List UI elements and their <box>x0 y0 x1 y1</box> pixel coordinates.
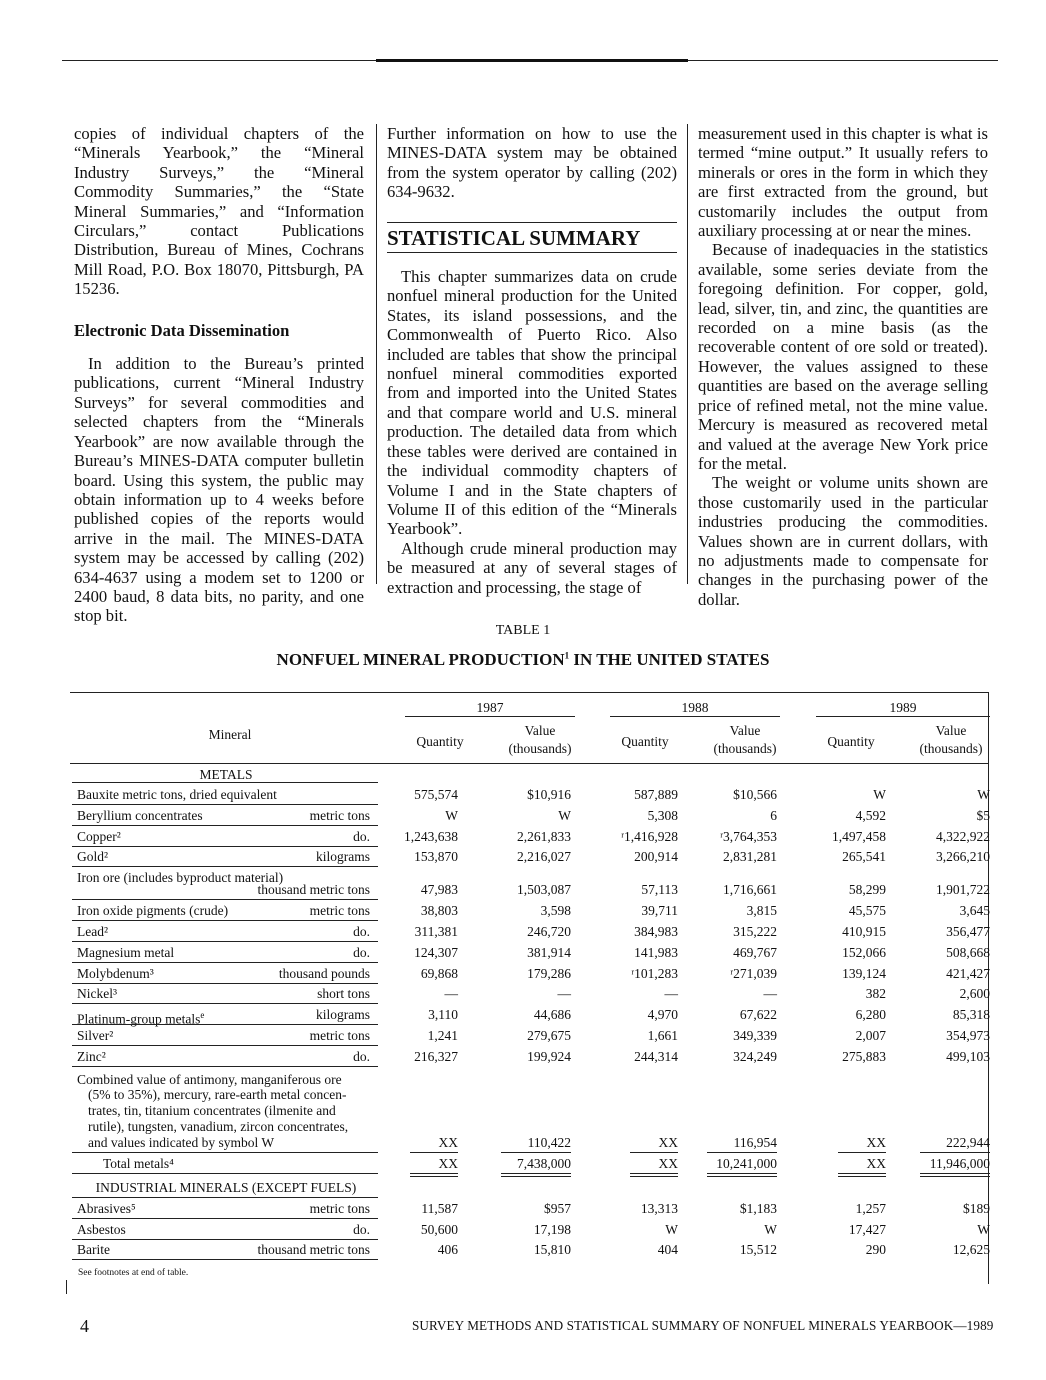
section-rule <box>72 1197 378 1198</box>
value-cell: W <box>977 787 990 802</box>
year-header: 1989 <box>889 700 917 715</box>
value-cell: 3,645 <box>959 903 990 919</box>
value-cell: 4,322,922 <box>936 828 990 844</box>
value-cell: 246,720 <box>527 924 571 939</box>
value-cell: 58,299 <box>848 882 886 898</box>
row-label: Iron oxide pigments (crude) <box>77 903 229 919</box>
value-cell: 85,318 <box>952 1007 990 1023</box>
row-label: Barite <box>77 1242 110 1258</box>
value-cell: 1,503,087 <box>517 882 571 898</box>
row-unit: do. <box>353 944 370 960</box>
double-rule <box>920 1173 990 1174</box>
value-cell: 179,286 <box>527 965 571 981</box>
value-cell: — <box>444 986 458 1002</box>
value-cell: $10,566 <box>733 787 777 802</box>
mineral-header: Mineral <box>208 727 252 742</box>
value-header: Value <box>524 723 556 738</box>
value-cell: 499,103 <box>946 1048 990 1064</box>
total-cell: XX <box>438 1155 458 1171</box>
value-header: Value <box>935 723 967 738</box>
value-cell: 290 <box>865 1242 886 1258</box>
row-rule <box>72 962 378 963</box>
row-unit: do. <box>353 1221 370 1237</box>
value-cell: 1,661 <box>647 1028 678 1043</box>
row-rule <box>72 1259 378 1260</box>
value-cell: 47,983 <box>420 882 458 898</box>
row-rule <box>72 1045 378 1046</box>
value-cell: 575,574 <box>414 787 458 802</box>
year-rule <box>405 716 575 717</box>
year-rule <box>610 716 780 717</box>
double-rule <box>501 1176 571 1177</box>
value-cell: W <box>558 807 571 823</box>
value-cell: 244,314 <box>634 1048 678 1064</box>
total-cell: XX <box>658 1155 678 1171</box>
row-unit: do. <box>353 924 370 939</box>
value-cell: 152,066 <box>842 944 886 960</box>
value-cell: 222,944 <box>946 1134 990 1150</box>
row-unit: metric tons <box>309 1028 370 1043</box>
value-cell: 45,575 <box>848 903 886 919</box>
value-cell: 39,711 <box>641 903 678 919</box>
paragraph: This chapter summarizes data on crude nonfuel mineral production for the United States, its island possessions, and the Commonwealth of Puerto Rico. Also included are tables that show the principal nonfuel mineral commodities exported from and imported into the United States and that compare world and U.S. mineral production. The detailed data from which these tables were derived are contained in the individual commodity chapters of Volume I and in the State chapters of Volume II of this edition of the “Minerals Yearbook”. <box>387 267 677 539</box>
row-rule <box>72 920 378 921</box>
section-metals: METALS <box>199 767 253 782</box>
double-rule <box>707 1173 777 1174</box>
value-cell: W <box>873 787 886 802</box>
page-mark <box>66 1280 67 1294</box>
sum-rule <box>630 1152 678 1153</box>
table-footnote: See footnotes at end of table. <box>78 1268 189 1278</box>
double-rule <box>410 1173 458 1174</box>
value-cell: W <box>764 1221 777 1237</box>
row-rule <box>72 1173 378 1174</box>
page-number: 4 <box>80 1316 89 1336</box>
value-cell: 141,983 <box>634 944 678 960</box>
paragraph: copies of individual chapters of the “Minerals Yearbook,” the “Mineral Industry Surveys,” the “Mineral Commodity Summaries,” the “State Mineral Summaries,” and “Information Circulars,” contact Publications Distribution, Bureau of Mines, Cochrans Mill Road, P.O. Box 18070, Pittsburgh, PA 15236. <box>74 124 364 299</box>
year-rule <box>816 716 990 717</box>
row-rule <box>72 804 378 805</box>
value-cell: W <box>665 1221 678 1237</box>
paragraph: The weight or volume units shown are those customarily used in the particular industries producing the commodities. Values shown are in current dollars, with no adjustments made to compensate for changes in the purchasing power of the dollar. <box>698 473 988 609</box>
value-cell: 6 <box>770 807 777 823</box>
row-label: Zinc² <box>77 1048 106 1064</box>
row-label: Platinum-group metals$^e$ <box>77 1010 205 1027</box>
value-header-sub: (thousands) <box>919 741 983 756</box>
value-cell: 38,803 <box>420 903 458 919</box>
text-column-2 <box>387 124 677 597</box>
value-cell: ʳ271,039 <box>730 965 777 981</box>
sum-rule <box>410 1152 458 1153</box>
row-label: Molybdenum³ <box>77 965 154 981</box>
value-cell: $5 <box>976 807 990 823</box>
sum-rule <box>501 1152 571 1153</box>
value-cell: — <box>664 986 678 1002</box>
value-cell: 6,280 <box>855 1007 886 1023</box>
value-cell: 216,327 <box>414 1048 458 1064</box>
value-cell: 349,339 <box>733 1028 777 1043</box>
total-label: Total metals⁴ <box>103 1155 174 1171</box>
row-rule <box>72 1218 378 1219</box>
value-cell: 200,914 <box>634 849 678 865</box>
value-cell: 199,924 <box>527 1048 571 1064</box>
double-rule <box>630 1173 678 1174</box>
value-cell: 3,598 <box>540 903 571 919</box>
value-cell: 2,216,027 <box>517 849 571 865</box>
value-cell: ʳ101,283 <box>631 965 678 981</box>
value-cell: 153,870 <box>414 849 458 865</box>
sum-rule <box>920 1152 990 1153</box>
value-cell: 139,124 <box>842 965 886 981</box>
value-cell: $189 <box>963 1200 990 1216</box>
row-unit: kilograms <box>316 1007 370 1023</box>
text-column-3 <box>698 124 988 609</box>
paragraph: Further information on how to use the MINES-DATA system may be obtained from the system operator by calling (202) 634-9632. <box>387 124 677 202</box>
value-cell: 587,889 <box>634 787 678 802</box>
value-cell: $957 <box>544 1200 571 1216</box>
row-rule <box>72 825 378 826</box>
double-rule <box>920 1176 990 1177</box>
value-cell: 1,901,722 <box>936 882 990 898</box>
value-cell: $1,183 <box>739 1200 777 1216</box>
value-cell: 2,007 <box>855 1028 886 1043</box>
section-heading: STATISTICAL SUMMARY <box>387 222 677 253</box>
row-unit: do. <box>353 1048 370 1064</box>
value-cell: 5,308 <box>647 807 678 823</box>
value-cell: 1,243,638 <box>404 828 458 844</box>
year-header: 1988 <box>681 700 709 715</box>
double-rule <box>410 1176 458 1177</box>
section-rule <box>72 782 378 783</box>
table-title: NONFUEL MINERAL PRODUCTION$^1$ IN THE UNITED STATES <box>276 650 770 669</box>
value-cell: 279,675 <box>527 1028 571 1043</box>
combined-label-line: and values indicated by symbol W <box>88 1134 275 1150</box>
row-label: Asbestos <box>77 1221 126 1237</box>
double-rule <box>838 1173 886 1174</box>
value-cell: 17,427 <box>848 1221 886 1237</box>
value-cell: 116,954 <box>733 1134 777 1150</box>
row-label: Magnesium metal <box>77 944 175 960</box>
value-cell: 44,686 <box>533 1007 571 1023</box>
value-cell: 15,810 <box>533 1242 571 1258</box>
row-rule <box>72 846 378 847</box>
table-top-rule <box>70 692 988 693</box>
row-unit: metric tons <box>309 1200 370 1216</box>
quantity-header: Quantity <box>621 734 669 749</box>
double-rule <box>707 1176 777 1177</box>
value-cell: 265,541 <box>842 849 886 865</box>
row-unit: thousand metric tons <box>257 882 370 898</box>
running-footer: SURVEY METHODS AND STATISTICAL SUMMARY OF NONFUEL MINERALS YEARBOOK—1989 <box>412 1318 994 1333</box>
row-rule <box>72 1152 378 1153</box>
value-cell: 4,970 <box>647 1007 678 1023</box>
value-cell: 275,883 <box>842 1048 886 1064</box>
value-cell: 110,422 <box>527 1134 571 1150</box>
value-cell: 354,973 <box>946 1028 990 1043</box>
double-rule <box>501 1173 571 1174</box>
section-heading: Electronic Data Dissemination <box>74 320 290 340</box>
row-rule <box>72 941 378 942</box>
value-cell: 315,222 <box>733 924 777 939</box>
value-cell: 2,261,833 <box>517 828 571 844</box>
row-rule <box>72 866 378 867</box>
value-header-sub: (thousands) <box>508 741 572 756</box>
paragraph: Although crude mineral production may be measured at any of several stages of extraction and processing, the stage of <box>387 538 677 597</box>
value-cell: W <box>977 1221 990 1237</box>
double-rule <box>630 1176 678 1177</box>
column-divider <box>376 124 377 584</box>
row-label: Iron ore (includes byproduct material) <box>77 870 284 886</box>
value-cell: 508,668 <box>946 944 990 960</box>
value-cell: 17,198 <box>533 1221 571 1237</box>
paragraph: Because of inadequacies in the statistics available, some series deviate from the foregoing definition. For copper, gold, lead, silver, tin, and zinc, the quantities are recorded on a mine basis (as the recoverable content of ore sold or treated). However, the values assigned to these quantities are based on the average selling price of refined metal, not the mine value. Mercury is measured as recovered metal and valued at the average New York price for the metal. <box>698 240 988 473</box>
value-cell: 1,497,458 <box>832 828 886 844</box>
value-cell: 1,257 <box>855 1200 886 1216</box>
value-cell: 3,815 <box>746 903 777 919</box>
value-cell: 2,831,281 <box>723 849 777 865</box>
value-cell: — <box>557 986 571 1002</box>
column-divider <box>687 124 688 584</box>
row-rule <box>72 983 378 984</box>
row-label: Lead² <box>77 924 109 939</box>
table-number: TABLE 1 <box>495 623 551 638</box>
row-unit: kilograms <box>316 849 370 865</box>
value-cell: ʳ1,416,928 <box>621 828 678 844</box>
value-cell: 67,622 <box>739 1007 777 1023</box>
total-cell: 7,438,000 <box>517 1155 571 1171</box>
paragraph: measurement used in this chapter is what is termed “mine output.” It usually refers to minerals or ores in the form in which they are first extracted from the ground, but customarily includes the output from auxiliary processing at or near the mines. <box>698 124 988 241</box>
combined-label-line: Combined value of antimony, manganiferous ore <box>77 1071 342 1087</box>
value-cell: $10,916 <box>527 787 571 802</box>
value-cell: XX <box>438 1134 458 1150</box>
row-label: Beryllium concentrates <box>77 807 203 823</box>
value-cell: 410,915 <box>842 924 886 939</box>
value-cell: 13,313 <box>640 1200 678 1216</box>
row-label: Bauxite metric tons, dried equivalent <box>77 787 277 802</box>
row-rule <box>72 1003 378 1004</box>
value-cell: 404 <box>657 1242 678 1258</box>
value-cell: 421,427 <box>946 965 990 981</box>
value-cell: 382 <box>865 986 886 1002</box>
value-cell: 69,868 <box>420 965 458 981</box>
value-cell: W <box>445 807 458 823</box>
value-cell: 3,110 <box>428 1007 458 1023</box>
paragraph: In addition to the Bureau’s printed publications, current “Mineral Industry Surveys” for several commodities and selected chapters from the “Minerals Yearbook” are now available through the Bureau’s MINES-DATA computer bulletin board. Using this system, the public may obtain information up to 4 weeks before published copies of the reports would arrive in the mail. The MINES-DATA system may be accessed by calling (202) 634-4637 using a modem set to 1200 or 2400 baud, 8 data bits, no parity, and one stop bit. <box>74 354 364 626</box>
value-cell: — <box>763 986 777 1002</box>
sum-rule <box>838 1152 886 1153</box>
row-rule <box>72 1024 378 1025</box>
quantity-header: Quantity <box>827 734 875 749</box>
row-unit: do. <box>353 828 370 844</box>
value-cell: ʳ3,764,353 <box>720 828 777 844</box>
top-rule-accent <box>376 59 688 62</box>
value-cell: 324,249 <box>733 1048 777 1064</box>
combined-label-line: trates, tin, titanium concentrates (ilmenite and <box>88 1103 336 1119</box>
row-unit: thousand metric tons <box>257 1242 370 1258</box>
value-cell: 57,113 <box>641 882 678 898</box>
value-cell: 3,266,210 <box>936 849 990 865</box>
value-cell: 12,625 <box>952 1242 990 1258</box>
row-unit: metric tons <box>309 807 370 823</box>
sum-rule <box>707 1152 777 1153</box>
year-header: 1987 <box>476 700 504 715</box>
value-cell: 15,512 <box>739 1242 777 1258</box>
row-label: Copper² <box>77 828 121 844</box>
value-cell: 406 <box>437 1242 458 1258</box>
row-label: Abrasives⁵ <box>77 1200 136 1216</box>
value-cell: 50,600 <box>420 1221 458 1237</box>
value-cell: 124,307 <box>414 944 458 960</box>
row-unit: metric tons <box>309 903 370 919</box>
row-label: Gold² <box>77 849 109 865</box>
value-cell: 2,600 <box>959 986 990 1002</box>
total-cell: 11,946,000 <box>929 1155 990 1171</box>
value-cell: 311,381 <box>414 924 458 939</box>
row-label: Nickel³ <box>77 986 118 1002</box>
combined-label-line: rutile), tungsten, vanadium, zircon concentrates, <box>88 1119 349 1134</box>
value-cell: 11,587 <box>421 1200 458 1216</box>
total-cell: XX <box>866 1155 886 1171</box>
combined-label-line: (5% to 35%), mercury, rare-earth metal concen- <box>88 1087 347 1103</box>
text-column-1 <box>74 124 364 626</box>
value-cell: 4,592 <box>855 807 886 823</box>
total-cell: 10,241,000 <box>716 1155 777 1171</box>
value-cell: 469,767 <box>733 944 777 960</box>
row-unit: thousand pounds <box>278 965 370 981</box>
section-industrial: INDUSTRIAL MINERALS (EXCEPT FUELS) <box>95 1179 357 1195</box>
value-cell: 384,983 <box>634 924 678 939</box>
row-unit: short tons <box>317 986 370 1002</box>
value-cell: 1,241 <box>427 1028 458 1043</box>
value-header: Value <box>729 723 761 738</box>
row-label: Silver² <box>77 1028 114 1043</box>
value-cell: XX <box>866 1134 886 1150</box>
value-cell: XX <box>658 1134 678 1150</box>
quantity-header: Quantity <box>416 734 464 749</box>
value-header-sub: (thousands) <box>713 741 777 756</box>
row-rule <box>72 899 378 900</box>
row-rule <box>72 1066 378 1067</box>
value-cell: 1,716,661 <box>723 882 777 898</box>
row-rule <box>72 1239 378 1240</box>
value-cell: 381,914 <box>527 944 571 960</box>
value-cell: 356,477 <box>946 924 990 939</box>
double-rule <box>838 1176 886 1177</box>
header-bottom-rule <box>70 763 988 764</box>
